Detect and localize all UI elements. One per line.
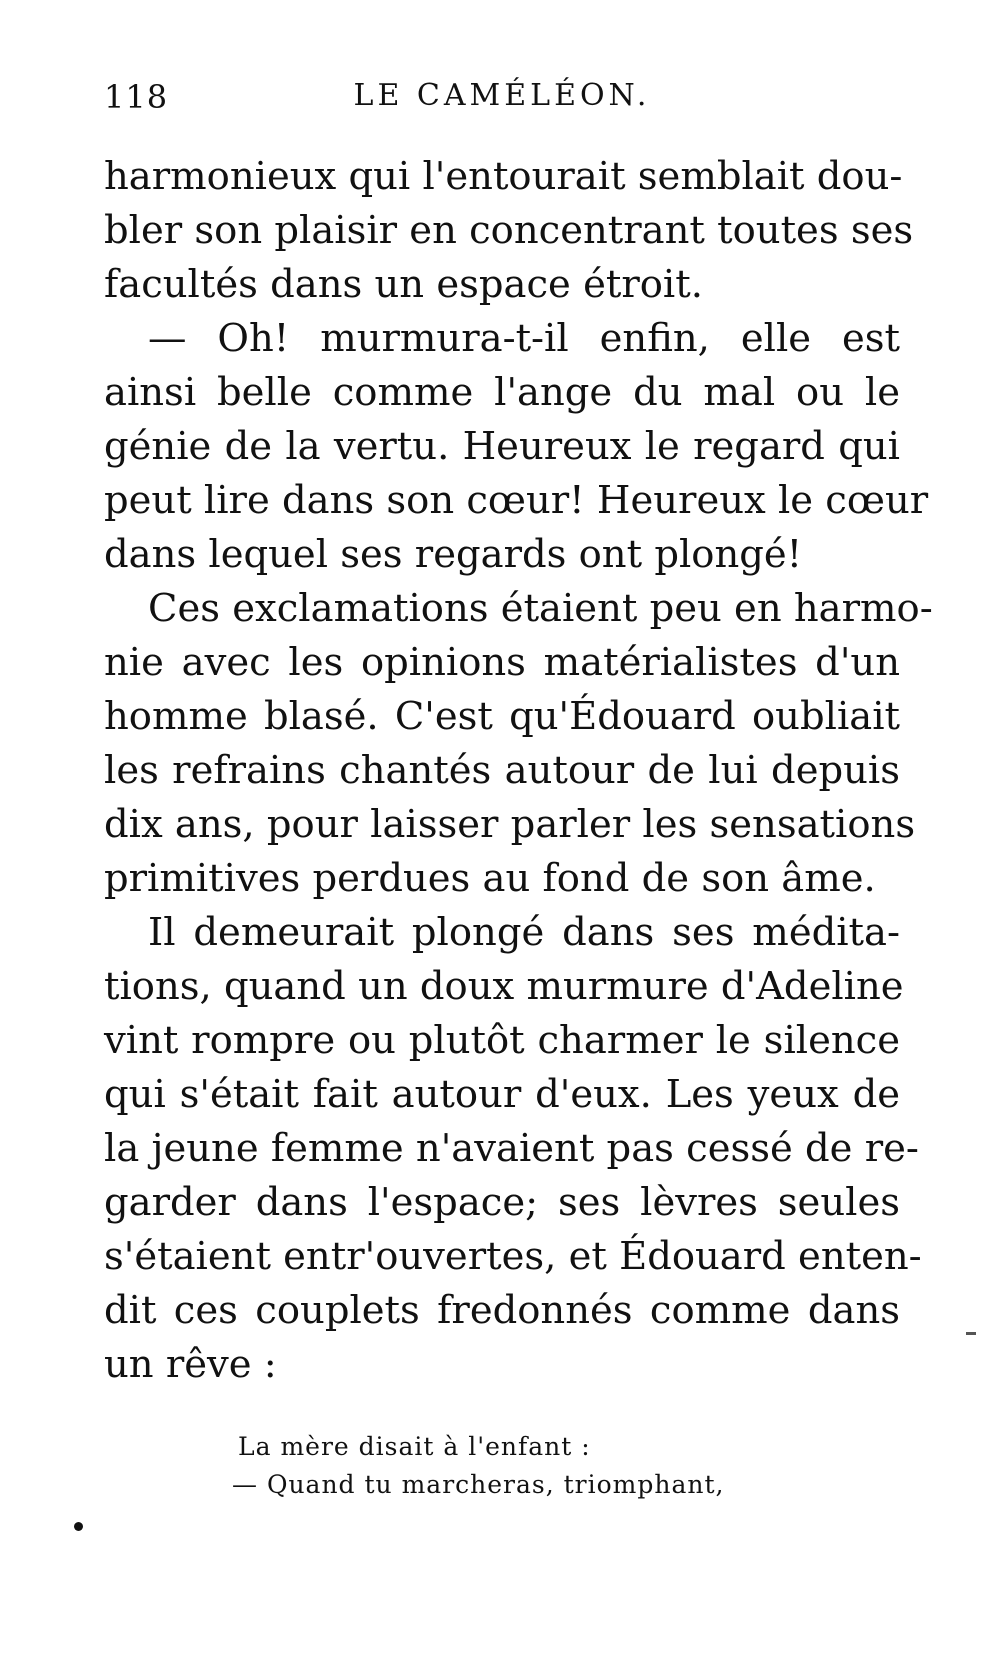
text-line: s'étaient entr'ouvertes, et Édouard enten-	[104, 1234, 922, 1279]
text-line: ainsi belle comme l'ange du mal ou le	[104, 370, 900, 415]
text-line: peut lire dans son cœur! Heureux le cœur	[104, 478, 929, 523]
margin-dash-mark	[966, 1332, 976, 1335]
text-line: un rêve :	[104, 1342, 277, 1387]
text-line: primitives perdues au fond de son âme.	[104, 856, 876, 901]
text-line: dix ans, pour laisser parler les sensations	[104, 802, 916, 847]
text-line: Ces exclamations étaient peu en harmo-	[148, 586, 933, 631]
page-number: 118	[104, 78, 169, 116]
text-line: qui s'était fait autour d'eux. Les yeux de	[104, 1072, 900, 1117]
text-line: tions, quand un doux murmure d'Adeline	[104, 964, 904, 1009]
text-line: les refrains chantés autour de lui depuis	[104, 748, 900, 793]
text-line: homme blasé. C'est qu'Édouard oubliait	[104, 694, 900, 739]
text-line: — Oh! murmura-t-il enfin, elle est	[148, 316, 900, 361]
body-text	[104, 150, 933, 1392]
text-line: bler son plaisir en concentrant toutes ses	[104, 208, 914, 253]
text-line: harmonieux qui l'entourait semblait dou-	[104, 154, 903, 199]
text-line: dit ces couplets fredonnés comme dans	[104, 1288, 900, 1333]
text-line: Il demeurait plongé dans ses médita-	[148, 910, 900, 955]
text-line: facultés dans un espace étroit.	[104, 262, 703, 307]
ink-dot-mark	[74, 1522, 83, 1531]
text-line: nie avec les opinions matérialistes d'un	[104, 640, 900, 685]
text-line: vint rompre ou plutôt charmer le silence	[104, 1018, 900, 1063]
text-line: la jeune femme n'avaient pas cessé de re-	[104, 1126, 919, 1171]
page-header	[104, 78, 900, 128]
running-title: LE CAMÉLÉON.	[353, 78, 651, 113]
verse-block	[232, 1428, 792, 1504]
text-line: garder dans l'espace; ses lèvres seules	[104, 1180, 900, 1225]
verse-line: — Quand tu marcheras, triomphant,	[232, 1470, 725, 1499]
text-line: génie de la vertu. Heureux le regard qui	[104, 424, 900, 469]
text-line: dans lequel ses regards ont plongé!	[104, 532, 803, 577]
verse-line: La mère disait à l'enfant :	[238, 1432, 591, 1461]
